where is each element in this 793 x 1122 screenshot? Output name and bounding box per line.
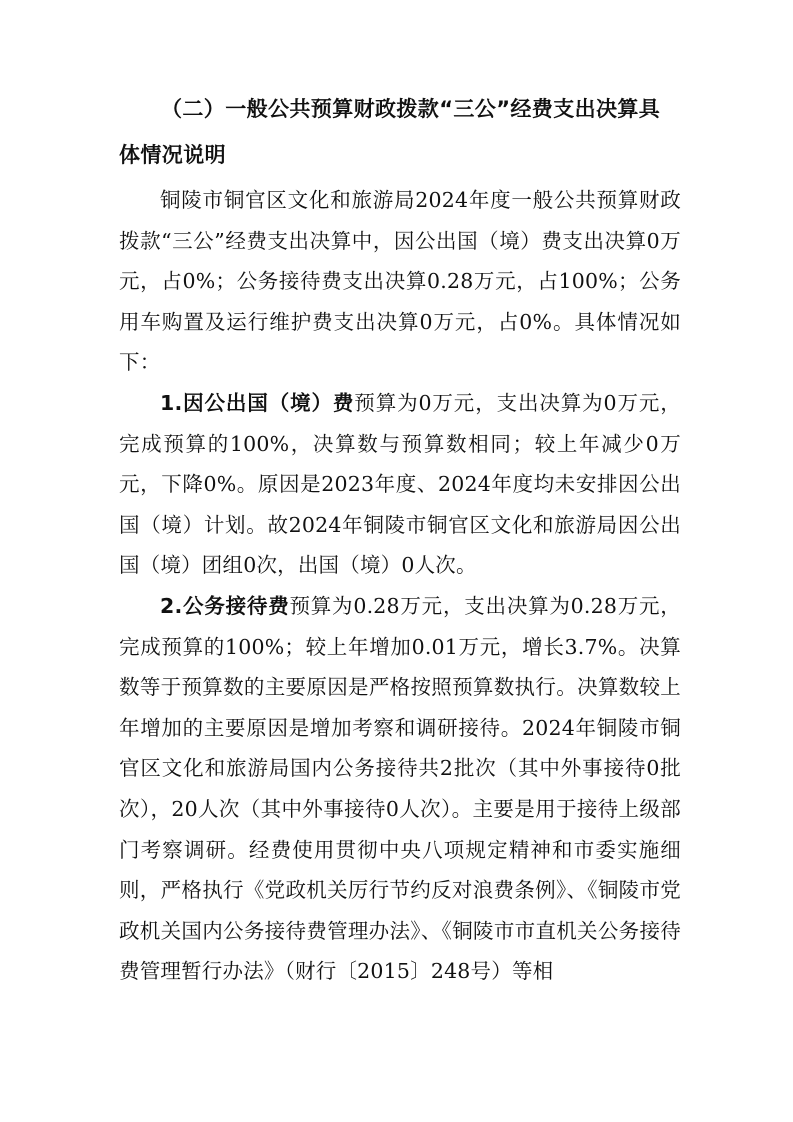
reception-expense-paragraph xyxy=(119,586,681,992)
document-page xyxy=(119,86,681,992)
intro-paragraph: 铜陵市铜官区文化和旅游局2024年度一般公共预算财政拨款“三公”经费支出决算中，因公出国（境）费支出决算0万元，占0%；公务接待费支出决算0.28万元，占100%；公务用车购置及运行维护费支出决算0万元，占0%。具体情况如下： xyxy=(119,188,681,375)
reception-expense-text: 预算为0.28万元，支出决算为0.28万元，完成预算的100%；较上年增加0.01万元，增长3.7%。决算数等于预算数的主要原因是严格按照预算数执行。决算数较上年增加的主要原因是增加考察和调研接待。2024年铜陵市铜官区文化和旅游局国内公务接待共2批次（其中外事接待0批次），20人次（其中外事接待0人次）。主要是用于接待上级部门考察调研。经费使用贯彻中央八项规定精神和市委实施细则，严格执行《党政机关厉行节约反对浪费条例》、《铜陵市党政机关国内公务接待费管理办法》、《铜陵市市直机关公务接待费管理暂行办法》（财行〔2015〕248号）等相 xyxy=(119,593,681,984)
reception-expense-lead: 2.公务接待费 xyxy=(160,593,290,618)
abroad-expense-text: 预算为0万元，支出决算为0万元，完成预算的100%，决算数与预算数相同；较上年减少0万元，下降0%。原因是2023年度、2024年度均未安排因公出国（境）计划。故2024年铜陵市铜官区文化和旅游局因公出国（境）团组0次，出国（境）0人次。 xyxy=(119,390,681,578)
abroad-expense-lead: 1.因公出国（境）费 xyxy=(160,390,355,415)
abroad-expense-paragraph xyxy=(119,383,681,586)
section-heading: （二）一般公共预算财政拨款“三公”经费支出决算具体情况说明 xyxy=(119,97,661,167)
